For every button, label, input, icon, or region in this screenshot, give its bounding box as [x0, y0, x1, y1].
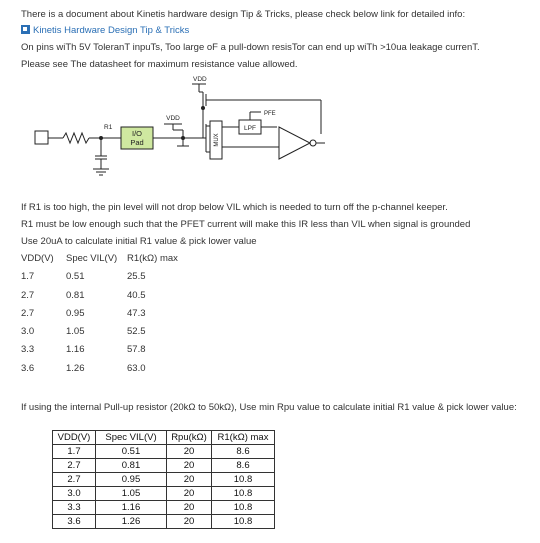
table-header-cell: R1(kΩ) max — [212, 431, 275, 445]
table-cell: 20 — [167, 487, 212, 501]
table-cell: 3.3 — [53, 501, 96, 515]
buffer-triangle — [279, 127, 310, 159]
table-cell: 3.0 — [21, 326, 35, 338]
intro-text: There is a document about Kinetis hardware design Tip & Tricks, please check below link for detailed info: — [21, 9, 466, 20]
table-cell: 47.3 — [127, 307, 146, 319]
table-cell: 1.05 — [96, 487, 167, 501]
table-cell: 0.81 — [66, 289, 85, 301]
table-cell: 10.8 — [212, 515, 275, 529]
table-row — [53, 515, 275, 529]
table-cell: 0.95 — [66, 307, 85, 319]
explain-2: R1 must be low enough such that the PFET current will make this IR less than VIL when signal is grounded — [21, 219, 471, 230]
vdd-top-label: VDD — [193, 76, 207, 83]
table-cell: 20 — [167, 473, 212, 487]
table-cell: 3.3 — [21, 344, 35, 356]
table-cell: 1.26 — [66, 362, 85, 374]
table-cell: 10.8 — [212, 487, 275, 501]
table-cell: 20 — [167, 501, 212, 515]
table-cell: 20 — [167, 515, 212, 529]
table-header-row — [53, 431, 275, 445]
table-header-cell: Spec VIL(V) — [96, 431, 167, 445]
table-header-cell: Rpu(kΩ) — [167, 431, 212, 445]
table-cell: 8.6 — [212, 445, 275, 459]
input-terminal-box — [35, 131, 48, 144]
table-row — [53, 501, 275, 515]
table-cell: 20 — [167, 459, 212, 473]
table-cell: 52.5 — [127, 326, 146, 338]
table-cell: 1.05 — [66, 326, 85, 338]
table-cell: 25.5 — [127, 271, 146, 283]
table-cell: 3.6 — [53, 515, 96, 529]
table-cell: 57.8 — [127, 344, 146, 356]
table-cell: 3.6 — [21, 362, 35, 374]
io-label: I/O — [131, 129, 143, 138]
table-cell: 0.95 — [96, 473, 167, 487]
table-header-cell: Spec VIL(V) — [66, 253, 118, 264]
table-row — [53, 459, 275, 473]
table-cell: 1.16 — [96, 501, 167, 515]
table-cell: 2.7 — [53, 459, 96, 473]
table-cell: 10.8 — [212, 501, 275, 515]
table-cell: 63.0 — [127, 362, 146, 374]
r1-label: R1 — [104, 124, 113, 131]
r1-resistor — [63, 133, 89, 143]
circuit-diagram — [25, 72, 355, 192]
vdd-mid-label: VDD — [166, 115, 180, 122]
table-row — [21, 271, 178, 289]
datasheet-text: Please see The datasheet for maximum resistance value allowed. — [21, 59, 298, 70]
table-header-cell: R1(kΩ) max — [127, 253, 178, 264]
table-cell: 20 — [167, 445, 212, 459]
pullup-text: If using the internal Pull-up resistor (20kΩ to 50kΩ), Use min Rpu value to calculate initial R1 value & pick lower value: — [21, 402, 517, 413]
table-cell: 1.26 — [96, 515, 167, 529]
leakage-text: On pins wiTh 5V ToleranT inpuTs, Too large oF a pull-down resisTor can end up wiTh >10ua leakage currenT. — [21, 42, 480, 53]
table-r1-pullup — [52, 430, 275, 529]
link-icon — [21, 25, 30, 34]
pad-label: Pad — [130, 138, 144, 147]
table-row — [53, 473, 275, 487]
table-cell: 1.7 — [21, 271, 35, 283]
table-cell: 1.7 — [53, 445, 96, 459]
table-row — [53, 445, 275, 459]
table-cell: 2.7 — [21, 307, 35, 319]
table-cell: 3.0 — [53, 487, 96, 501]
table-cell: 8.6 — [212, 459, 275, 473]
link-label: Kinetis Hardware Design Tip & Tricks — [33, 25, 190, 36]
table-header-row — [21, 253, 178, 271]
table-cell: 2.7 — [21, 289, 35, 301]
table-cell: 0.51 — [96, 445, 167, 459]
table-cell: 2.7 — [53, 473, 96, 487]
mux-label: MUX — [214, 133, 220, 147]
lpf-label: LPF — [244, 125, 256, 132]
table-row — [21, 326, 178, 344]
table-row — [21, 344, 178, 362]
table-cell: 1.16 — [66, 344, 85, 356]
table-cell: 10.8 — [212, 473, 275, 487]
explain-1: If R1 is too high, the pin level will not drop below VIL which is needed to turn off the p-channel keeper. — [21, 202, 448, 213]
table-cell: 0.81 — [96, 459, 167, 473]
table-row — [53, 487, 275, 501]
table-header-cell: VDD(V) — [53, 431, 96, 445]
explain-3: Use 20uA to calculate initial R1 value & pick lower value — [21, 236, 257, 247]
pfe-label: PFE — [264, 111, 276, 117]
table-row — [21, 308, 178, 326]
kinetis-link[interactable] — [21, 25, 189, 37]
table-header-cell: VDD(V) — [21, 253, 54, 264]
table-row — [21, 363, 178, 381]
table-row — [21, 290, 178, 308]
table-r1-pulldown — [21, 253, 178, 381]
table-cell: 40.5 — [127, 289, 146, 301]
table-cell: 0.51 — [66, 271, 85, 283]
